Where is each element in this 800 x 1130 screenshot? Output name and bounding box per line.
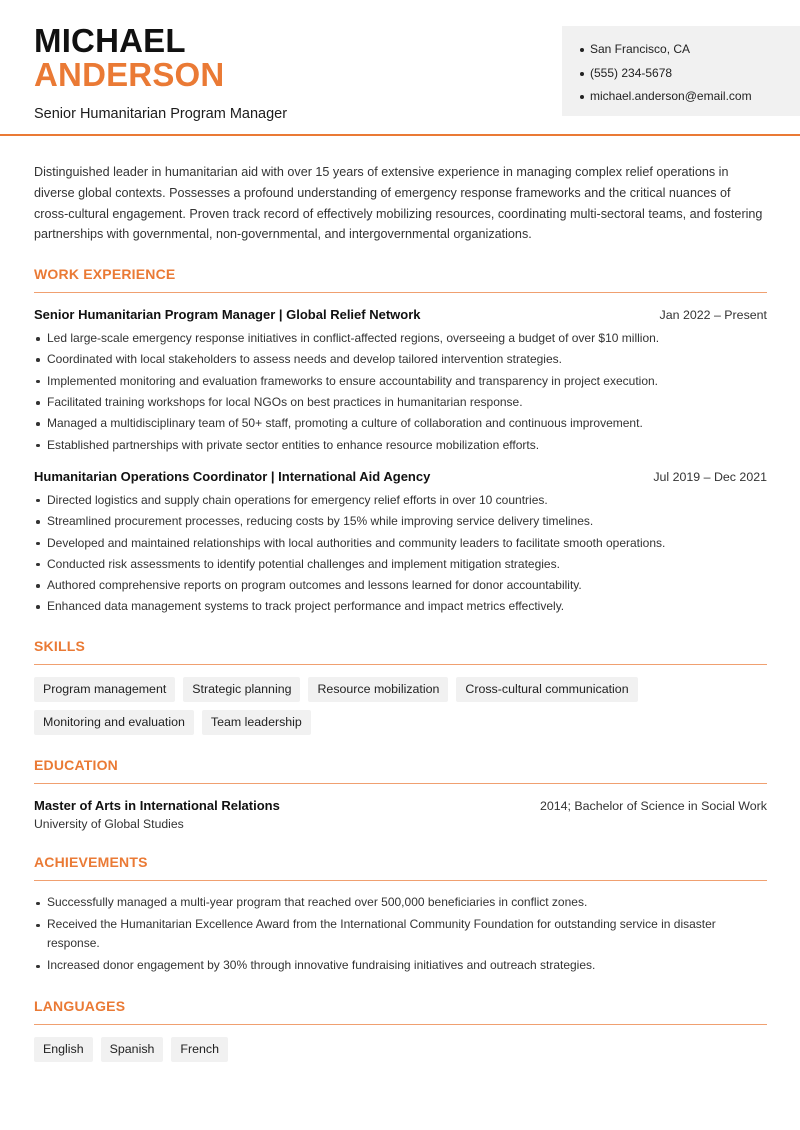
job-dates: Jul 2019 – Dec 2021 [653,469,767,484]
list-item: Received the Humanitarian Excellence Award from the International Community Foundation for outstanding service in disaster response. [34,915,734,953]
degree: Master of Arts in International Relations [34,797,280,813]
skill-tag: Program management [34,677,175,702]
list-item: Directed logistics and supply chain operations for emergency relief efforts in over 10 countries. [34,490,767,511]
list-item: Implemented monitoring and evaluation frameworks to ensure accountability and transparency in project execution. [34,371,767,392]
school: University of Global Studies [34,816,184,831]
education-section [34,757,767,831]
skill-tag: Team leadership [202,710,311,735]
list-item: Streamlined procurement processes, reducing costs by 15% while improving service delivery timelines. [34,511,767,532]
job-heading: Senior Humanitarian Program Manager | Global Relief Network [34,307,421,323]
job-entry [34,469,767,618]
name-block [34,24,287,122]
list-item: Coordinated with local stakeholders to assess needs and develop tailored intervention strategies. [34,349,767,370]
skills-tags [34,677,654,735]
list-item: Authored comprehensive reports on program outcomes and lessons learned for donor accountability. [34,575,767,596]
list-item: Led large-scale emergency response initiatives in conflict-affected regions, overseeing a budget of over $10 million. [34,328,767,349]
job-bullets [34,328,767,456]
list-item: Conducted risk assessments to identify potential challenges and implement mitigation strategies. [34,554,767,575]
job-bullets [34,490,767,618]
language-tags [34,1037,654,1062]
job-header [34,469,767,484]
education-header [34,798,767,813]
achievement-bullets [34,893,734,975]
languages-section [34,998,767,1062]
list-item: Successfully managed a multi-year program that reached over 500,000 beneficiaries in conflict zones. [34,893,734,912]
skills-section [34,638,767,735]
section-title-achievements: ACHIEVEMENTS [34,854,767,881]
skill-tag: Strategic planning [183,677,300,702]
list-item: Enhanced data management systems to track project performance and impact metrics effectively. [34,596,767,617]
job-dates: Jan 2022 – Present [659,308,767,323]
language-tag: Spanish [101,1037,164,1062]
contact-phone: (555) 234-5678 [578,62,800,86]
list-item: Managed a multidisciplinary team of 50+ staff, promoting a culture of collaboration and continuous improvement. [34,413,767,434]
skill-tag: Resource mobilization [308,677,448,702]
contact-location: San Francisco, CA [578,38,800,62]
section-title-languages: LANGUAGES [34,998,767,1025]
skill-tag: Cross-cultural communication [456,677,637,702]
list-item: Increased donor engagement by 30% through innovative fundraising initiatives and outreach strategies. [34,956,734,975]
resume-header [0,0,800,136]
contact-email: michael.anderson@email.com [578,85,800,109]
education-details: 2014; Bachelor of Science in Social Work [539,798,767,813]
job-title: Senior Humanitarian Program Manager [34,106,288,122]
resume-content [34,162,767,1062]
achievements-section [34,854,767,975]
language-tag: French [171,1037,228,1062]
last-name: ANDERSON [34,56,225,93]
first-name: MICHAEL [34,22,186,59]
list-item: Established partnerships with private sector entities to enhance resource mobilization efforts. [34,435,767,456]
section-title-skills: SKILLS [34,638,767,665]
work-section [34,266,767,618]
summary: Distinguished leader in humanitarian aid with over 15 years of extensive experience in managing complex relief operations in diverse global contexts. Possesses a profound understanding of emergency response frameworks and the critical nuances of cross-cultural engagement. Proven track record of effectively mobilizing resources, coordinating multi-sectoral teams, and fostering partnerships with governmental, non-governmental, and intergovernmental organizations. [34,165,763,242]
job-entry [34,307,767,456]
language-tag: English [34,1037,93,1062]
job-header [34,307,767,322]
section-title-education: EDUCATION [34,757,767,784]
section-title-work: WORK EXPERIENCE [34,266,767,293]
contact-box [562,26,800,116]
list-item: Developed and maintained relationships with local authorities and community leaders to facilitate smooth operations. [34,533,767,554]
skill-tag: Monitoring and evaluation [34,710,194,735]
job-heading: Humanitarian Operations Coordinator | International Aid Agency [34,468,431,484]
list-item: Facilitated training workshops for local NGOs on best practices in humanitarian response. [34,392,767,413]
